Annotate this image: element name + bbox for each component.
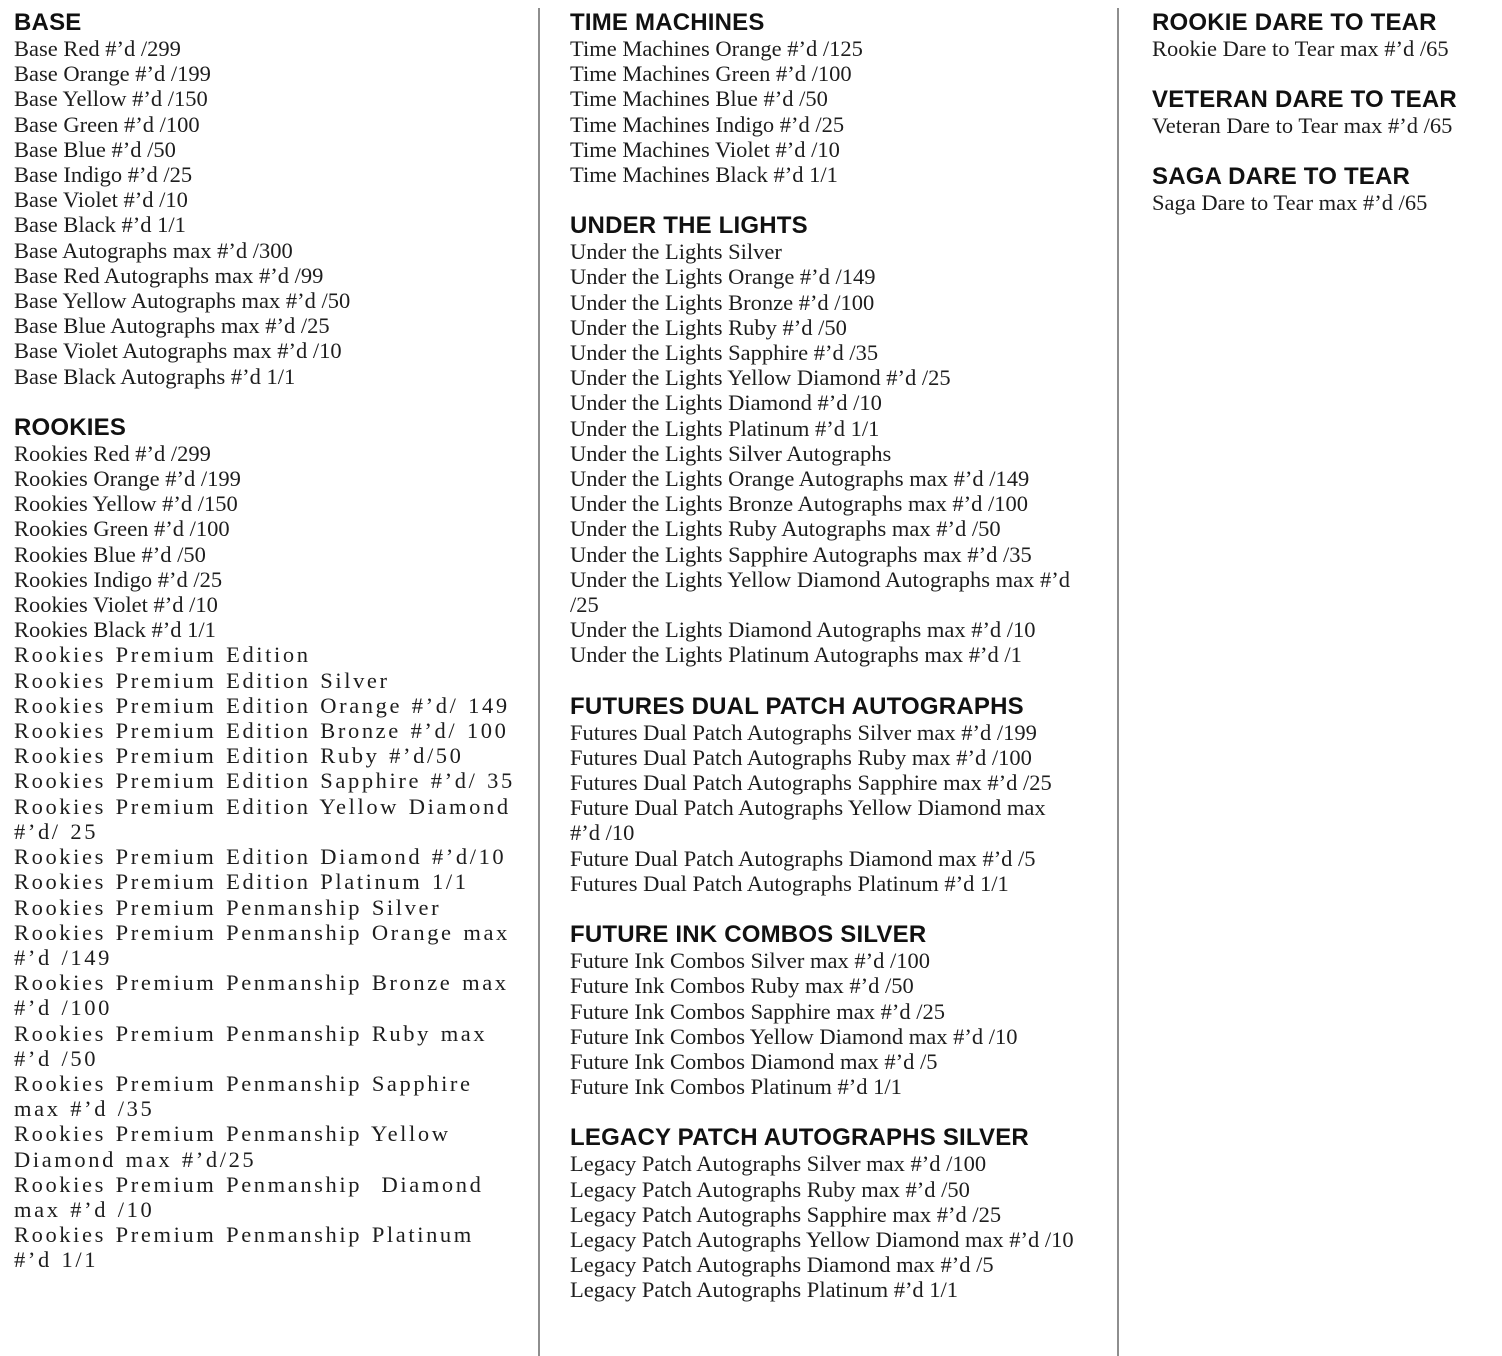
list-item: Base Red Autographs max #’d /99 [14,262,324,288]
section-under-the-lights [570,213,1079,667]
list-item: Future Dual Patch Autographs Yellow Diamond max #’d /10 [570,795,1052,846]
list-item: Under the Lights Bronze Autographs max #’d /100 [570,491,1029,517]
list-item: Time Machines Blue #’d /50 [570,86,828,112]
list-item: Base Autographs max #’d /300 [14,237,293,263]
list-item: Base Green #’d /100 [14,111,200,137]
list-item: Rookies Premium Edition Yellow Diamond #’d/ 25 [14,793,521,844]
list-item: Legacy Patch Autographs Sapphire max #’d /25 [570,1201,1002,1227]
list-item: Saga Dare to Tear max #’d /65 [1152,190,1428,216]
list-item: Future Ink Combos Silver max #’d /100 [570,948,930,974]
section-base [14,10,521,389]
list-item: Rookies Black #’d 1/1 [14,617,216,643]
list-item: Legacy Patch Autographs Yellow Diamond max #’d /10 [570,1226,1074,1252]
list-item: Rookies Premium Edition Orange #’d/ 149 [14,692,510,718]
list-item: Base Violet Autographs max #’d /10 [14,338,342,364]
list-item: Time Machines Violet #’d /10 [570,136,840,162]
list-item: Futures Dual Patch Autographs Silver max #’d /199 [570,719,1037,745]
list-item: Under the Lights Yellow Diamond Autographs max #’d /25 [570,566,1076,618]
list-item: Rookies Premium Penmanship Diamond max #’d /10 [14,1171,494,1222]
list-item: Base Violet #’d /10 [14,187,188,213]
column-middle [570,10,1079,1303]
list-item: Under the Lights Platinum #’d 1/1 [570,415,880,441]
list-item: Rookies Premium Penmanship Silver [14,894,442,920]
section-future-ink-combos-silver [570,922,1079,1099]
list-item: Under the Lights Yellow Diamond #’d /25 [570,365,951,391]
list-item: Future Ink Combos Ruby max #’d /50 [570,973,914,999]
list-item: Base Blue Autographs max #’d /25 [14,313,330,339]
section-heading: ROOKIES [14,413,127,441]
section-heading: BASE [14,9,82,36]
list-item: Under the Lights Ruby Autographs max #’d /50 [570,516,1001,542]
section-futures-dual-patch-autographs [570,694,1079,896]
list-item: Rookies Premium Edition Silver [14,667,390,693]
list-item: Futures Dual Patch Autographs Platinum #’d 1/1 [570,870,1009,896]
list-item: Base Black Autographs #’d 1/1 [14,363,296,389]
list-item: Legacy Patch Autographs Silver max #’d /100 [570,1151,987,1177]
list-item: Under the Lights Orange Autographs max #’d /149 [570,466,1030,492]
list-item: Rookies Indigo #’d /25 [14,566,223,592]
section-heading: LEGACY PATCH AUTOGRAPHS SILVER [570,1124,1029,1152]
list-item: Under the Lights Sapphire #’d /35 [570,340,879,366]
list-item: Time Machines Orange #’d /125 [570,36,863,61]
list-item: Time Machines Indigo #’d /25 [570,111,845,137]
list-item: Futures Dual Patch Autographs Sapphire max #’d /25 [570,770,1052,796]
list-item: Time Machines Black #’d 1/1 [570,162,838,188]
list-item: Rookies Orange #’d /199 [14,466,241,492]
list-item: Rookies Premium Penmanship Bronze max #’d /100 [14,970,519,1021]
list-item: Base Yellow #’d /150 [14,86,208,112]
list-item: Future Ink Combos Diamond max #’d /5 [570,1048,938,1074]
list-item: Rookies Premium Edition Ruby #’d/50 [14,743,464,769]
list-item: Rookie Dare to Tear max #’d /65 [1152,36,1449,61]
list-item: Rookies Violet #’d /10 [14,592,218,618]
list-item: Rookies Premium Penmanship Sapphire max #’d /35 [14,1070,483,1122]
section-heading: ROOKIE DARE TO TEAR [1152,9,1437,36]
list-item: Future Ink Combos Yellow Diamond max #’d /10 [570,1023,1018,1049]
section-rookie-dare-to-tear [1152,10,1498,61]
list-item: Rookies Premium Penmanship Yellow Diamond max #’d/25 [14,1121,461,1172]
list-item: Futures Dual Patch Autographs Ruby max #’d /100 [570,744,1032,770]
list-item: Under the Lights Silver [570,239,782,265]
section-time-machines [570,10,1079,187]
list-item: Under the Lights Ruby #’d /50 [570,314,847,340]
list-item: Rookies Premium Penmanship Platinum #’d 1/1 [14,1222,484,1273]
list-item: Under the Lights Diamond Autographs max #’d /10 [570,617,1036,643]
section-heading: VETERAN DARE TO TEAR [1152,86,1457,114]
section-heading: SAGA DARE TO TEAR [1152,163,1411,191]
list-item: Base Indigo #’d /25 [14,162,193,188]
list-item: Under the Lights Bronze #’d /100 [570,289,875,315]
list-item: Legacy Patch Autographs Ruby max #’d /50 [570,1176,970,1202]
list-item: Under the Lights Orange #’d /149 [570,264,876,290]
list-item: Base Orange #’d /199 [14,61,211,87]
list-item: Under the Lights Sapphire Autographs max #’d /35 [570,541,1032,567]
list-item: Rookies Red #’d /299 [14,440,211,466]
list-item: Legacy Patch Autographs Platinum #’d 1/1 [570,1277,959,1303]
section-veteran-dare-to-tear [1152,87,1498,138]
list-item: Rookies Premium Edition Diamond #’d/10 [14,844,507,870]
column-right [1152,10,1498,216]
section-rookies [14,415,521,1273]
list-item: Base Black #’d 1/1 [14,212,186,238]
list-item: Rookies Premium Edition Platinum 1/1 [14,869,469,895]
list-item: Veteran Dare to Tear max #’d /65 [1152,113,1453,139]
list-item: Under the Lights Silver Autographs [570,440,892,466]
list-item: Rookies Premium Edition [14,642,311,668]
list-item: Future Dual Patch Autographs Diamond max #’d /5 [570,845,1036,871]
list-item: Rookies Yellow #’d /150 [14,491,238,517]
section-legacy-patch-autographs-silver [570,1125,1079,1302]
list-item: Rookies Green #’d /100 [14,516,230,542]
list-item: Base Blue #’d /50 [14,136,176,162]
list-item: Future Ink Combos Sapphire max #’d /25 [570,998,945,1024]
column-divider [1117,8,1119,1356]
list-item: Under the Lights Diamond #’d /10 [570,390,882,416]
list-item: Under the Lights Platinum Autographs max #’d /1 [570,642,1022,668]
list-item: Rookies Premium Penmanship Ruby max #’d /50 [14,1020,497,1071]
column-left [14,10,521,1273]
list-item: Rookies Blue #’d /50 [14,541,206,567]
section-saga-dare-to-tear [1152,164,1498,215]
list-item: Base Red #’d /299 [14,36,181,61]
list-item: Legacy Patch Autographs Diamond max #’d /5 [570,1252,994,1278]
list-item: Rookies Premium Edition Sapphire #’d/ 35 [14,768,515,794]
section-heading: FUTURES DUAL PATCH AUTOGRAPHS [570,692,1024,720]
list-item: Base Yellow Autographs max #’d /50 [14,288,351,314]
list-item: Time Machines Green #’d /100 [570,61,852,87]
column-divider [538,8,540,1356]
section-heading: FUTURE INK COMBOS SILVER [570,921,927,949]
list-item: Rookies Premium Edition Bronze #’d/ 100 [14,718,509,744]
section-heading: TIME MACHINES [570,9,765,36]
list-item: Future Ink Combos Platinum #’d 1/1 [570,1074,902,1100]
list-item: Rookies Premium Penmanship Orange max #’d /149 [14,919,520,970]
section-heading: UNDER THE LIGHTS [570,212,808,240]
